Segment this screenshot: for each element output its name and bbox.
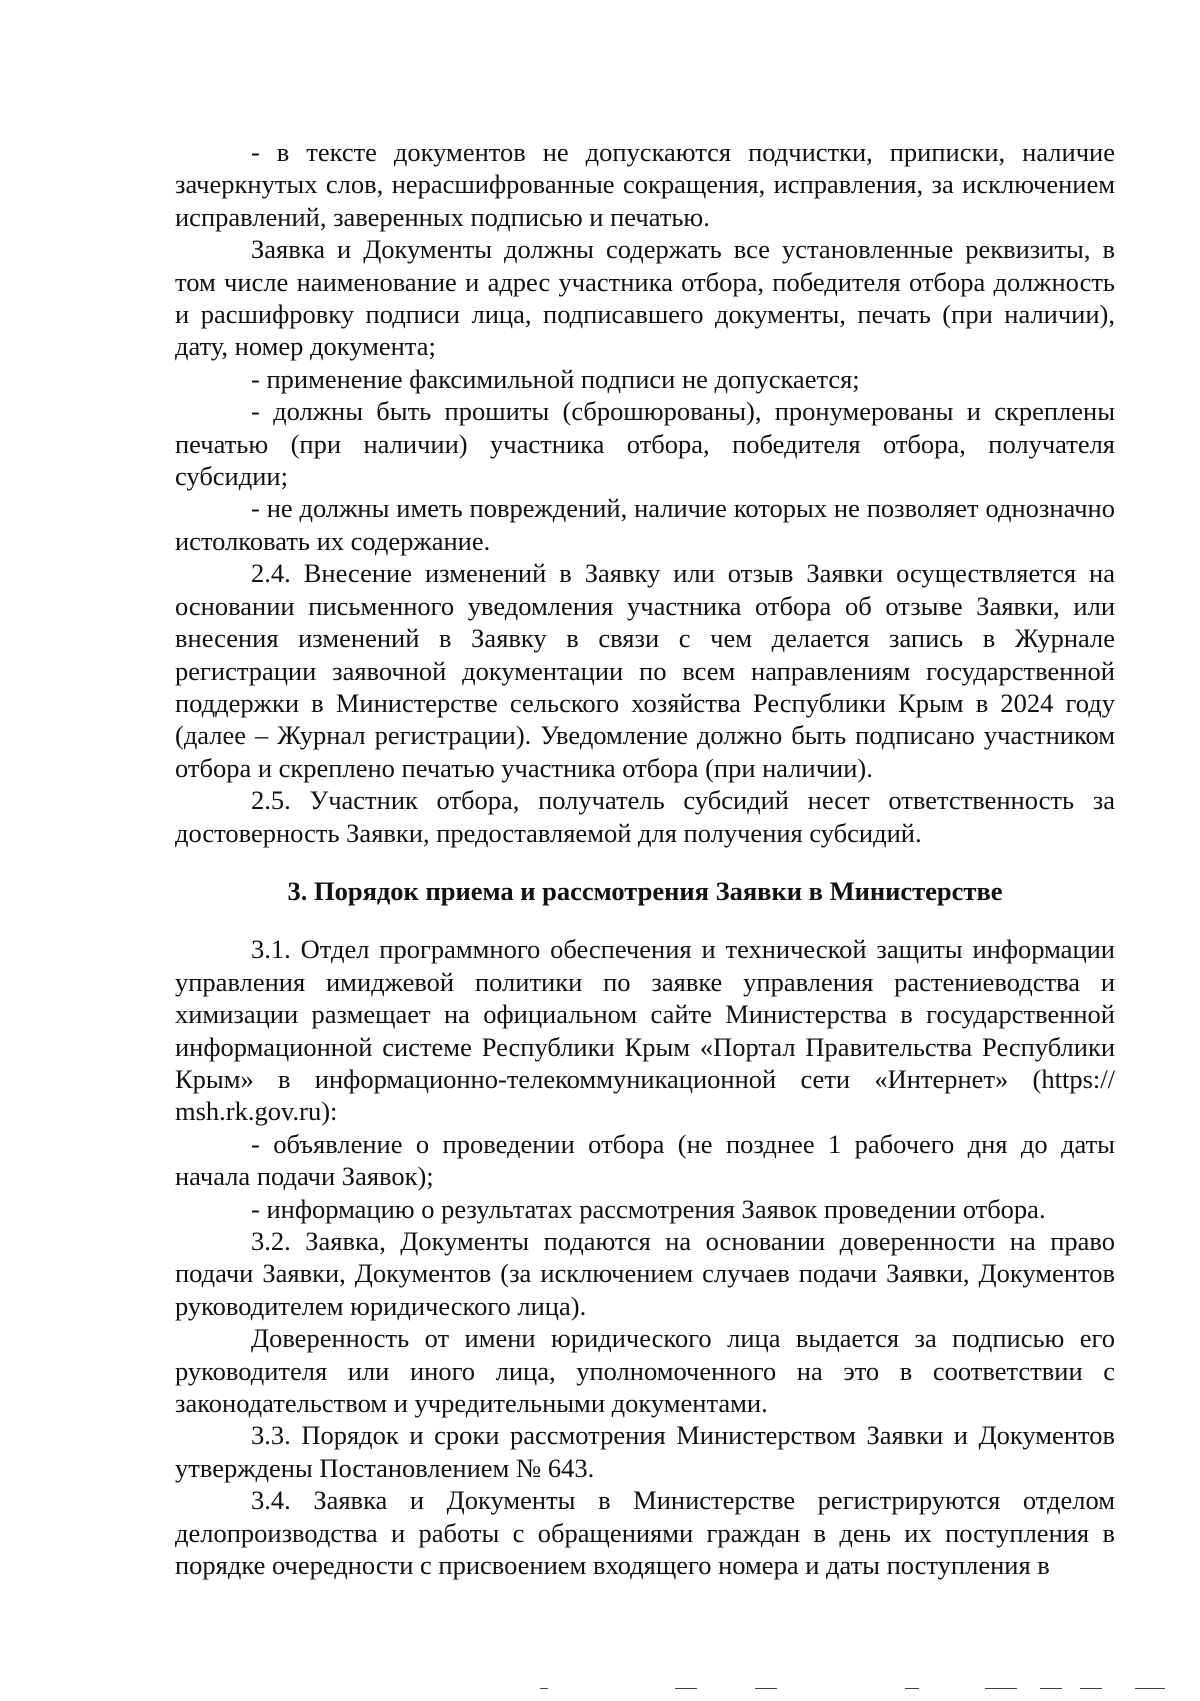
paragraph-text-corrections: - в тексте документов не допускаются подчистки, приписки, наличие зачеркнутых слов, нерасшифрованные сокращения, исправления, за исключением исправлений, заверенных подписью и печатью.: [175, 137, 1115, 232]
paragraph-3-2: 3.2. Заявка, Документы подаются на основании доверенности на право подачи Заявки, Документов (за исключением случаев подачи Заявки, Документов руководителем юридического лица).: [175, 1226, 1115, 1321]
paragraph-3-3: 3.3. Порядок и сроки рассмотрения Министерством Заявки и Документов утверждены Постановлением № 643.: [175, 1420, 1115, 1483]
scan-edge-marks: [0, 1688, 1200, 1696]
paragraph-3-4: 3.4. Заявка и Документы в Министерстве регистрируются отделом делопроизводства и работы с обращениями граждан в день их поступления в порядке очередности с присвоением входящего номера и даты поступления в: [175, 1485, 1115, 1581]
scan-mark: [905, 1688, 919, 1689]
paragraph-announcement: - объявление о проведении отбора (не позднее 1 рабочего дня до даты начала подачи Заявок);: [175, 1128, 1115, 1192]
paragraph-required-details: Заявка и Документы должны содержать все установленные реквизиты, в том числе наименование и адрес участника отбора, победителя отбора должность и расшифровку подписи лица, подписавшего документы, печать (при наличии), дату, номер документа;: [175, 234, 1115, 362]
paragraph-2-4: 2.4. Внесение изменений в Заявку или отзыв Заявки осуществляется на основании письменного уведомления участника отбора об отзыве Заявки, или внесения изменений в Заявку в связи с чем делается запись в Журнале регистрации заявочной документации по всем направлениям государственной поддержки в Министерстве сельского хозяйства Республики Крым в 2024 году (далее – Журнал регистрации). Уведомление должно быть подписано участником отбора и скреплено печатью участника отбора (при наличии).: [175, 558, 1115, 783]
scan-mark: [985, 1688, 1017, 1689]
scan-mark: [755, 1688, 777, 1689]
scan-mark: [540, 1688, 548, 1689]
paragraph-bound-numbered: - должны быть прошиты (сброшюрованы), пронумерованы и скреплены печатью (при наличии) участника отбора, победителя отбора, получателя субсидии;: [175, 396, 1115, 492]
section-heading: 3. Порядок приема и рассмотрения Заявки в Министерстве: [287, 875, 1003, 906]
paragraph-2-5: 2.5. Участник отбора, получатель субсидий несет ответственность за достоверность Заявки, предоставляемой для получения субсидий.: [175, 785, 1115, 848]
scan-mark: [675, 1688, 697, 1689]
scan-mark: [1080, 1688, 1102, 1689]
scan-mark: [1135, 1688, 1165, 1689]
document-page: [175, 136, 1115, 1581]
paragraph-facsimile: - применение факсимильной подписи не допускается;: [251, 363, 860, 394]
paragraph-results-info: - информацию о результатах рассмотрения Заявок проведении отбора.: [251, 1193, 1046, 1224]
scan-mark: [1040, 1688, 1062, 1689]
paragraph-3-1: 3.1. Отдел программного обеспечения и технической защиты информации управления имиджевой политики по заявке управления растениеводства и химизации размещает на официальном сайте Министерства в государственной информационной системе Республики Крым «Портал Правительства Республики Крым» в информационно-телекоммуникационной сети «Интернет» (https:// msh.rk.gov.ru):: [175, 934, 1115, 1127]
paragraph-no-damage: - не должны иметь повреждений, наличие которых не позволяет однозначно истолковать их содержание.: [175, 493, 1115, 556]
paragraph-power-of-attorney: Доверенность от имени юридического лица выдается за подписью его руководителя или иного лица, уполномоченного на это в соответствии с законодательством и учредительными документами.: [175, 1323, 1115, 1419]
